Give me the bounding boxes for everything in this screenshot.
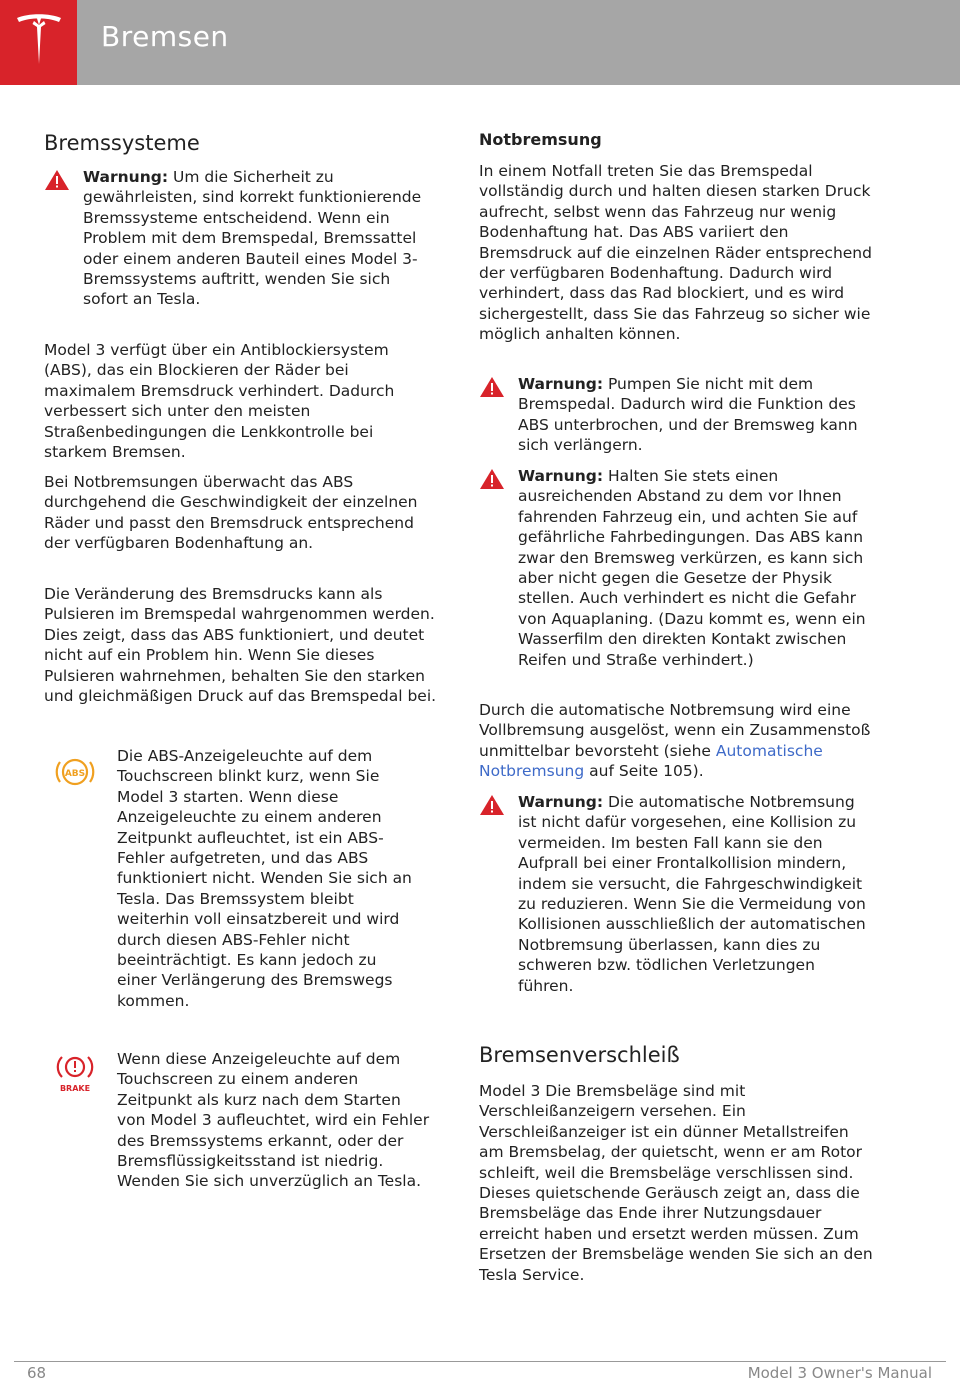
warning-body: Pumpen Sie nicht mit dem Bremspedal. Dadurch wird die Funktion des ABS unterbrochen, und der Bremsweg kann sich verlängern. — [518, 375, 858, 455]
warning-triangle-icon — [479, 468, 505, 490]
manual-name: Model 3 Owner's Manual — [747, 1364, 932, 1382]
paragraph-auto-notbremsung — [479, 700, 873, 782]
warning-label: Warnung: — [83, 168, 169, 186]
warning-triangle-icon — [479, 376, 505, 398]
page-number: 68 — [27, 1364, 47, 1382]
warning-text — [518, 466, 875, 670]
footer-divider — [14, 1361, 946, 1362]
warning-body: Halten Sie stets einen ausreichenden Abstand zu dem vor Ihnen fahrenden Fahrzeug ein, und achten Sie auf gefährliche Fahrbedingungen. Das ABS kann zwar den Bremsweg verkürzen, es kann sich aber nicht gegen die Gesetze der Physik stellen. Auch verhindert es nicht die Gefahr von Aquaplaning. (Dazu kommt es, wenn ein Wasserfilm den direkten Kontakt zwischen Reifen und Straße verhindert.) — [518, 467, 866, 669]
section-heading-bremsenverschleiss: Bremsenverschleiß — [479, 1043, 680, 1067]
warning-text — [518, 374, 875, 456]
tesla-logo-icon — [14, 12, 64, 68]
warning-text — [83, 167, 438, 310]
warning-triangle-icon — [479, 794, 505, 816]
paragraph-abs-pulse: Die Veränderung des Bremsdrucks kann als Pulsieren im Bremspedal wahrgenommen werden. Dies zeigt, dass das ABS funktioniert, und deutet nicht auf ein Problem hin. Wenn Sie dieses Pulsieren wahrnehmen, behalten Sie den starken und gleichmäßigen Druck auf das Bremspedal bei. — [44, 585, 437, 706]
brake-indicator-icon — [44, 1049, 104, 1099]
logo-box — [0, 0, 77, 85]
auto-text-after: auf Seite 105). — [589, 762, 704, 781]
paragraph-bremsenverschleiss: Model 3 Die Bremsbeläge sind mit Verschleißanzeigern versehen. Ein Verschleißanzeiger ist ein dünner Metallstreifen am Bremsbelag, der quietscht, wenn er am Rotor schleift, weil die Bremsbeläge verschlissen sind. Dieses quietschende Geräusch zeigt an, dass die Bremsbeläge das Ende ihrer Nutzungsdauer erreicht haben und ersetzt werden müssen. Zum Ersetzen der Bremsbeläge wenden Sie sich an den Tesla Service. — [479, 1082, 873, 1284]
page-title: Bremsen — [101, 20, 229, 53]
link-automatische-notbremsung[interactable]: Automatische Notbremsung — [479, 741, 823, 781]
subheading-notbremsung: Notbremsung — [479, 130, 602, 149]
warning-text — [518, 792, 875, 996]
abs-indicator-text: Die ABS-Anzeigeleuchte auf dem Touchscreen blinkt kurz, wenn Sie Model 3 starten. Wenn diese Anzeigeleuchte zu einem anderen Zeitpunkt aufleuchtet, ist ein ABS-Fehler aufgetreten, und das ABS funktioniert nicht. Wenden Sie sich an Tesla. Das Bremssystem bleibt weiterhin voll einsatzbereit und wird durch diesen ABS-Fehler nicht beeinträchtigt. Es kann jedoch zu einer Verlängerung des Bremswegs kommen. — [117, 747, 412, 1010]
page-header — [0, 0, 960, 85]
warning-triangle-icon — [44, 169, 70, 191]
paragraph-abs-monitor: Bei Notbremsungen überwacht das ABS durchgehend die Geschwindigkeit der einzelnen Räder und passt den Bremsdruck entsprechend der verfügbaren Bodenhaftung an. — [44, 473, 418, 553]
warning-body: Um die Sicherheit zu gewährleisten, sind korrekt funktionierende Bremssysteme entscheidend. Wenn ein Problem mit dem Bremspedal, Bremssattel oder einem anderen Bauteil eines Model 3-Bremssystems auftritt, wenden Sie sich sofort an Tesla. — [83, 168, 422, 309]
brake-icon-label: BRAKE — [59, 1084, 91, 1093]
paragraph-notbremsung: In einem Notfall treten Sie das Bremspedal vollständig durch und halten diesen starken Druck aufrecht, selbst wenn das Fahrzeug nur wenig Bodenhaftung hat. Das ABS variiert den Bremsdruck auf die einzelnen Räder entsprechend der verfügbaren Bodenhaftung. Dadurch wird verhindert, dass das Rad blockiert, und es wird sichergestellt, dass Sie das Fahrzeug so sicher wie möglich anhalten können. — [479, 162, 872, 344]
auto-text-before: Durch die automatische Notbremsung wird eine Vollbremsung ausgelöst, wenn ein Zusammenstoß unmittelbar bevorsteht (siehe — [479, 701, 871, 760]
abs-indicator-icon — [44, 746, 104, 796]
warning-body: Die automatische Notbremsung ist nicht dafür vorgesehen, eine Kollision zu vermeiden. Im besten Fall kann sie den Aufprall bei einer Frontalkollision mindern, indem sie versucht, die Fahrgeschwindigkeit zu reduzieren. Wenn Sie die Vermeidung von Kollisionen ausschließlich der automatischen Notbremsung überlassen, kann dies zu schweren bzw. tödlichen Verletzungen führen. — [518, 793, 866, 995]
brake-indicator-text: Wenn diese Anzeigeleuchte auf dem Touchscreen zu einem anderen Zeitpunkt als kurz nach dem Starten von Model 3 aufleuchtet, wird ein Fehler des Bremssystems erkannt, oder der Bremsflüssigkeitsstand ist niedrig. Wenden Sie sich unverzüglich an Tesla. — [117, 1050, 430, 1191]
warning-label: Warnung: — [518, 375, 604, 393]
abs-icon-label: ABS — [64, 769, 86, 779]
paragraph-abs-intro: Model 3 verfügt über ein Antiblockiersystem (ABS), das ein Blockieren der Räder bei maximalem Bremsdruck verhindert. Dadurch verbessert sich unter den meisten Straßenbedingungen die Lenkkontrolle bei starkem Bremsen. — [44, 341, 395, 462]
section-heading-bremssysteme: Bremssysteme — [44, 131, 200, 155]
warning-label: Warnung: — [518, 467, 604, 485]
warning-label: Warnung: — [518, 793, 604, 811]
